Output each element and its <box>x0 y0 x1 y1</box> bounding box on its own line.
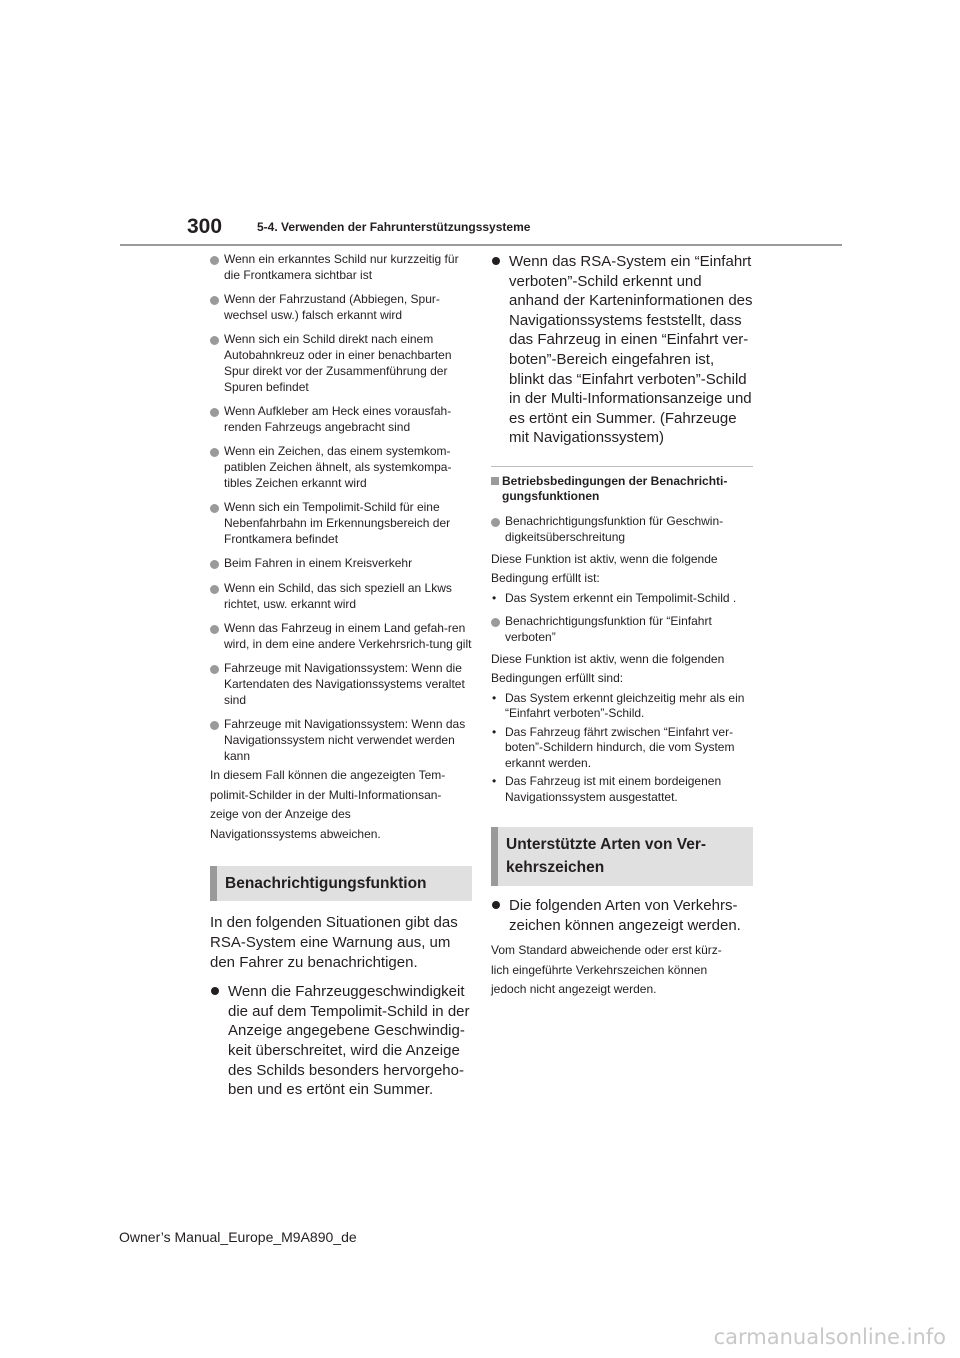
bullet-dot-icon <box>210 448 219 457</box>
bullet-dot-icon <box>210 585 219 594</box>
section-heading-sign-types: Unterstützte Arten von Ver-kehrszeichen <box>491 827 753 886</box>
list-item: Benachrichtigungsfunktion für Geschwin-digkeitsüberschreitung <box>491 514 753 546</box>
bullet-dot-icon <box>210 625 219 634</box>
list-item: Wenn ein Zeichen, das einem systemkom-patiblen Zeichen ähnelt, als systemkompa-tibles Zeichen erkannt wird <box>210 444 472 491</box>
list-item: Wenn das RSA-System ein “Einfahrt verboten”-Schild erkennt und anhand der Karteninformationen des Navigationssystems feststellt, dass das Fahrzeug in einen “Einfahrt ver-boten”-Bereich eingefahren ist, blinkt das “Einfahrt verboten”-Schild in der Multi-Informationsanzeige und es ertönt ein Summer. (Fahrzeuge mit Navigationssystem) <box>491 252 753 448</box>
bullet-dot-icon <box>491 618 500 627</box>
list-item: Wenn die Fahrzeuggeschwindigkeit die auf dem Tempolimit-Schild in der Anzeige angegebene Geschwindig-keit überschreitet, wird die Anzeige des Schilds besonders hervorgeho-ben und es ertönt ein Summer. <box>210 982 472 1100</box>
list-item: Wenn ein Schild, das sich speziell an Lkws richtet, usw. erkannt wird <box>210 581 472 613</box>
note-paragraph <box>210 766 472 844</box>
note-line: Vom Standard abweichende oder erst kürz- <box>491 943 722 958</box>
list-item: Benachrichtigungsfunktion für “Einfahrt verboten” <box>491 614 753 646</box>
list-item: Beim Fahren in einem Kreisverkehr <box>210 556 472 572</box>
note-line: Navigationssystems abweichen. <box>210 826 381 841</box>
bullet-dot-icon <box>210 504 219 513</box>
bullet-dot-icon <box>210 256 219 265</box>
bullet-dot-icon <box>210 336 219 345</box>
note-line: zeige von der Anzeige des <box>210 807 351 822</box>
bullet-dot-icon <box>210 665 219 674</box>
list-item: Wenn der Fahrzustand (Abbiegen, Spur-wechsel usw.) falsch erkannt wird <box>210 292 472 324</box>
note-line: In diesem Fall können die angezeigten Tem- <box>210 768 446 783</box>
section-divider <box>491 466 753 467</box>
watermark: carmanualsonline.info <box>713 1325 946 1349</box>
list-item: • Das Fahrzeug ist mit einem bordeigenen Navigationssystem ausgestattet. <box>492 774 722 804</box>
bullet-dot-icon <box>210 408 219 417</box>
subsection-heading: Betriebsbedingungen der Benachrichti-gungsfunktionen <box>491 474 753 505</box>
bullet-dot-icon <box>210 560 219 569</box>
list-item: Wenn sich ein Tempolimit-Schild für eine Nebenfahrbahn im Erkennungsbereich der Frontkamera befindet <box>210 500 472 547</box>
list-item: Fahrzeuge mit Navigationssystem: Wenn das Navigationssystem nicht verwendet werden kann <box>210 717 472 764</box>
intro-paragraph: In den folgenden Situationen gibt das RSA-System eine Warnung aus, um den Fahrer zu benachrichtigen. <box>210 914 458 971</box>
square-bullet-icon <box>491 477 499 485</box>
paragraph-line: Diese Funktion ist aktiv, wenn die folgenden <box>491 651 725 666</box>
manual-footer: Owner’s Manual_Europe_M9A890_de <box>119 1229 357 1245</box>
page-number: 300 <box>187 215 223 238</box>
note-paragraph <box>491 941 753 1000</box>
left-column <box>210 252 472 1110</box>
bullet-dot-icon <box>491 518 500 527</box>
paragraph-line: Bedingung erfüllt ist: <box>491 571 600 586</box>
bullet-dot-icon <box>211 987 219 995</box>
list-item: • Das System erkennt gleichzeitig mehr als ein “Einfahrt verboten”-Schild. <box>492 690 745 721</box>
right-column <box>491 252 753 1000</box>
bullet-dot-icon <box>492 257 500 265</box>
bullet-dot-icon <box>210 296 219 305</box>
note-line: jedoch nicht angezeigt werden. <box>491 982 657 997</box>
bullet-dot-icon <box>492 901 500 909</box>
section-heading-notification: Benachrichtigungsfunktion <box>210 866 472 901</box>
heading-accent-bar <box>491 827 498 886</box>
note-line: polimit-Schilder in der Multi-Informationsan- <box>210 787 442 802</box>
list-item: • Das Fahrzeug fährt zwischen “Einfahrt ver-boten”-Schildern hindurch, die vom System erkannt werden. <box>492 724 735 770</box>
list-item: Fahrzeuge mit Navigationssystem: Wenn die Kartendaten des Navigationssystems veraltet sind <box>210 661 472 708</box>
list-item: Wenn sich ein Schild direkt nach einem Autobahnkreuz oder in einer benachbarten Spur direkt vor der Zusammenführung der Spuren befindet <box>210 332 472 395</box>
bullet-dot-icon <box>210 721 219 730</box>
header-divider <box>120 244 842 246</box>
list-item: Die folgenden Arten von Verkehrs-zeichen können angezeigt werden. <box>491 896 753 935</box>
paragraph-line: Diese Funktion ist aktiv, wenn die folgende <box>491 551 718 566</box>
list-item: Wenn das Fahrzeug in einem Land gefah-ren wird, in dem eine andere Verkehrsrich-tung gilt <box>210 621 472 653</box>
list-marker: • <box>492 690 497 705</box>
list-marker: • <box>492 724 497 739</box>
paragraph-line: Bedingungen erfüllt sind: <box>491 671 624 686</box>
note-line: lich eingeführte Verkehrszeichen können <box>491 962 708 977</box>
heading-accent-bar <box>210 866 217 901</box>
list-item: • Das System erkennt ein Tempolimit-Schild . <box>492 590 737 605</box>
list-marker: • <box>492 774 497 789</box>
list-item: Wenn Aufkleber am Heck eines vorausfah-renden Fahrzeugs angebracht sind <box>210 404 472 436</box>
section-title: 5-4. Verwenden der Fahrunterstützungssysteme <box>257 220 531 234</box>
list-item: Wenn ein erkanntes Schild nur kurzzeitig für die Frontkamera sichtbar ist <box>210 252 472 284</box>
list-marker: • <box>492 590 497 605</box>
